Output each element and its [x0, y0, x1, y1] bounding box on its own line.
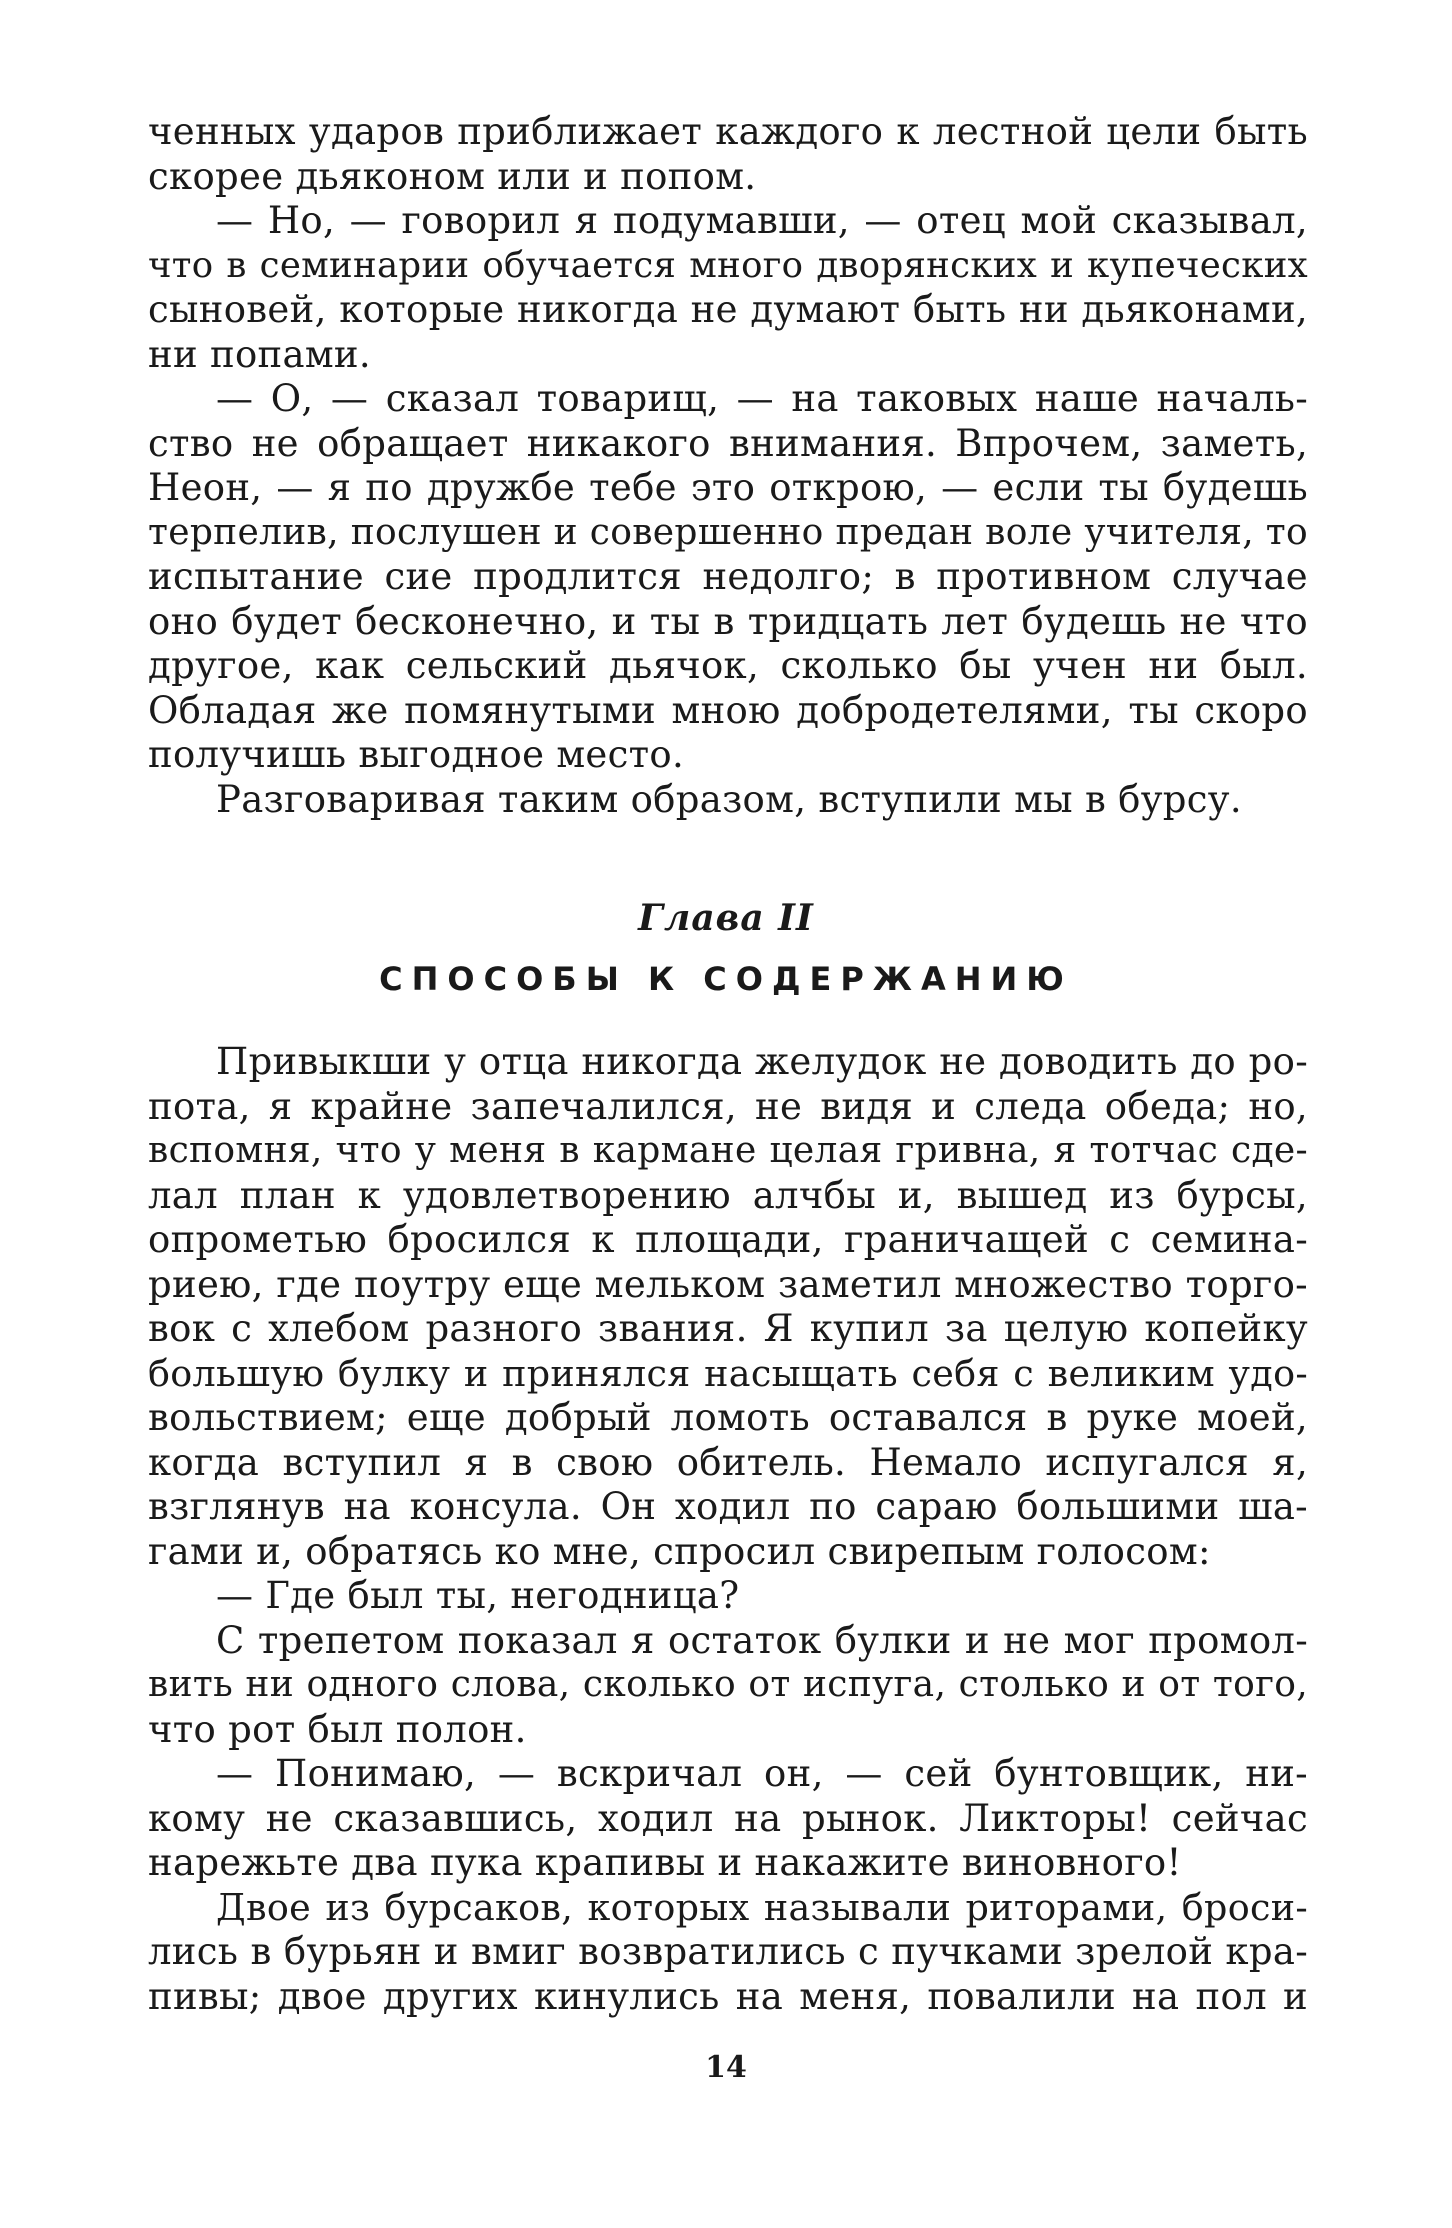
text-line: когда вступил я в свою обитель. Немало испугался я,: [148, 1440, 1308, 1484]
text-line: риею, где поутру еще мельком заметил множество торго-: [148, 1262, 1308, 1306]
text-line: — Но, — говорил я подумавши, — отец мой сказывал,: [216, 199, 1308, 242]
text-line: что в семинарии обучается много дворянских и купеческих: [148, 244, 1308, 286]
text-line: вок с хлебом разного звания. Я купил за целую копейку: [148, 1307, 1308, 1350]
page-number: 14: [705, 2050, 747, 2085]
text-line: терпелив, послушен и совершенно предан воле учителя, то: [148, 511, 1308, 553]
text-line: большую булку и принялся насыщать себя с великим удо-: [148, 1351, 1308, 1395]
text-block-top: [148, 110, 1308, 822]
text-line: Привыкши у отца никогда желудок не доводить до ро-: [216, 1040, 1308, 1083]
text-line: пота, я крайне запечалился, не видя и следа обеда; но,: [148, 1084, 1308, 1128]
text-line: получишь выгодное место.: [148, 733, 685, 776]
text-line: Двое из бурсаков, которых называли риторами, броси-: [216, 1885, 1308, 1929]
text-block-bottom: [148, 1040, 1308, 2019]
text-line: С трепетом показал я остаток булки и не мог промол-: [216, 1618, 1308, 1662]
text-line: скорее дьяконом или и попом.: [148, 154, 757, 198]
text-line: сыновей, которые никогда не думают быть ни дьяконами,: [148, 288, 1308, 331]
text-line: ство не обращает никакого внимания. Впрочем, заметь,: [148, 421, 1308, 465]
text-line: нарежьте два пука крапивы и накажите виновного!: [148, 1841, 1182, 1884]
text-line: кому не сказавшись, ходил на рынок. Ликторы! сейчас: [148, 1796, 1308, 1840]
text-line: — О, — сказал товарищ, — на таковых наше началь-: [216, 377, 1308, 420]
text-line: ни попами.: [148, 332, 371, 376]
text-line: другое, как сельский дьячок, сколько бы учен ни был.: [148, 644, 1308, 687]
text-line: лись в бурьян и вмиг возвратились с пучками зрелой кра-: [148, 1930, 1308, 1973]
text-line: что рот был полон.: [148, 1707, 527, 1751]
text-line: Разговаривая таким образом, вступили мы в бурсу.: [216, 777, 1242, 821]
text-line: опрометью бросился к площади, граничащей с семина-: [148, 1218, 1308, 1261]
text-line: вольствием; еще добрый ломоть оставался в руке моей,: [148, 1396, 1308, 1439]
text-line: Неон, — я по дружбе тебе это открою, — если ты будешь: [148, 466, 1308, 509]
text-line: пивы; двое других кинулись на меня, повалили на пол и: [148, 1974, 1308, 2018]
text-line: гами и, обратясь ко мне, спросил свирепым голосом:: [148, 1529, 1211, 1573]
chapter-label: Глава II: [638, 897, 814, 939]
text-line: вить ни одного слова, сколько от испуга, столько и от того,: [148, 1664, 1308, 1705]
text-line: вспомня, что у меня в кармане целая гривна, я тотчас сде-: [148, 1130, 1308, 1171]
text-line: — Где был ты, негодница?: [216, 1574, 740, 1617]
text-line: лал план к удовлетворению алчбы и, вышед из бурсы,: [148, 1173, 1308, 1217]
text-line: Обладая же помянутыми мною добродетелями, ты скоро: [148, 688, 1308, 732]
text-line: испытание сие продлится недолго; в противном случае: [148, 555, 1308, 598]
text-line: — Понимаю, — вскричал он, — сей бунтовщик, ни-: [216, 1752, 1308, 1795]
chapter-title: СПОСОБЫ К СОДЕРЖАНИЮ: [379, 960, 1073, 998]
text-line: оно будет бесконечно, и ты в тридцать лет будешь не что: [148, 599, 1308, 643]
text-line: взглянув на консула. Он ходил по сараю большими ша-: [148, 1485, 1308, 1528]
text-line: ченных ударов приближает каждого к лестной цели быть: [148, 110, 1308, 153]
